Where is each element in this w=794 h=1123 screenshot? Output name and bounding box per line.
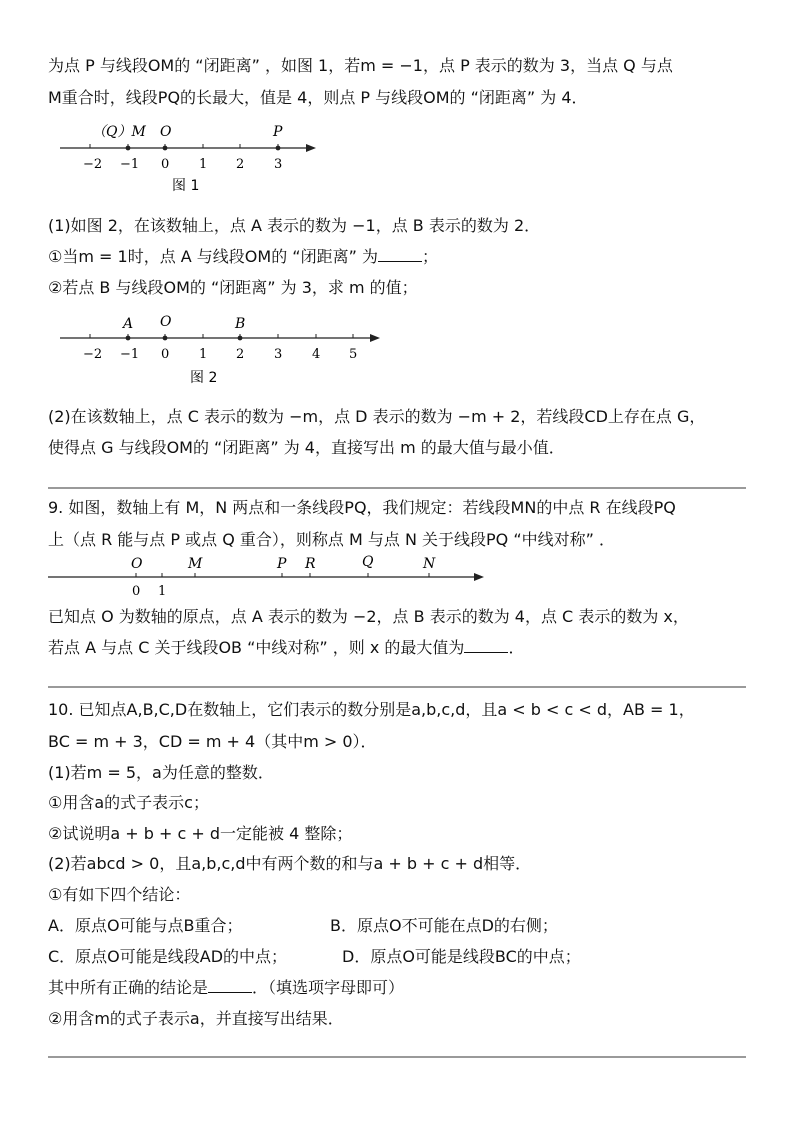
q8-part1: (1)如图 2，在该数轴上，点 A 表示的数为 −1，点 B 表示的数为 2． <box>48 216 541 235</box>
option-d: D．原点O可能是线段BC的中点； <box>342 947 581 966</box>
label-p: P <box>273 124 283 140</box>
figure-2-number-line <box>40 310 400 390</box>
tick-label: 1 <box>158 584 167 599</box>
section-divider <box>48 1056 746 1058</box>
figure-1-caption: 图 1 <box>172 178 200 194</box>
figure-1-number-line <box>40 118 340 198</box>
tick-label: 3 <box>274 157 283 172</box>
tick-label: 5 <box>349 347 358 362</box>
q9-line-4-end: ． <box>508 638 525 657</box>
q10-line-10 <box>48 978 404 998</box>
label-o: O <box>131 556 143 572</box>
tick-label: 0 <box>161 347 170 362</box>
q10-line-2: BC = m + 3，CD = m + 4（其中m > 0）． <box>48 732 377 751</box>
intro-line-1: 为点 P 与线段OM的 “闭距离” ，如图 1，若m = −1，点 P 表示的数为 3，当点 Q 与点 <box>48 56 673 75</box>
q8-part1a-text: ①当m = 1时，点 A 与线段OM的 “闭距离” 为 <box>48 247 378 266</box>
label-o: O <box>160 124 172 140</box>
section-divider <box>48 487 746 489</box>
q9-number-line <box>40 552 500 602</box>
tick-label: 3 <box>274 347 283 362</box>
option-b: B．原点O不可能在点D的右侧； <box>330 916 558 935</box>
q10-line-10-end: ．（填选项字母即可） <box>252 978 405 997</box>
label-a: A <box>123 316 134 332</box>
tick-label: 1 <box>199 157 208 172</box>
point-p <box>276 146 281 151</box>
q8-part2-line1: (2)在该数轴上，点 C 表示的数为 −m，点 D 表示的数为 −m + 2，若线段CD上存在点 G， <box>48 407 706 426</box>
q8-part1a <box>48 247 438 267</box>
q10-line-3: (1)若m = 5，a为任意的整数． <box>48 763 274 782</box>
q8-part1a-end: ； <box>421 247 438 266</box>
label-o: O <box>160 314 172 330</box>
answer-blank[interactable] <box>378 247 422 262</box>
tick-label: 1 <box>199 347 208 362</box>
figure-2-caption: 图 2 <box>190 370 218 386</box>
label-m: M <box>188 556 203 572</box>
tick-label: −2 <box>83 157 103 172</box>
label-q: Q <box>362 554 374 570</box>
q9-line-3: 已知点 O 为数轴的原点，点 A 表示的数为 −2，点 B 表示的数为 4，点 C 表示的数为 x， <box>48 607 689 626</box>
tick-label: 0 <box>132 584 141 599</box>
q10-line-4: ①用含a的式子表示c； <box>48 793 209 812</box>
option-c: C．原点O可能是线段AD的中点； <box>48 947 288 966</box>
tick-label: 4 <box>312 347 321 362</box>
tick-label: 0 <box>161 157 170 172</box>
tick-label: −1 <box>120 157 140 172</box>
tick-label: 2 <box>236 157 245 172</box>
q10-line-7: ①有如下四个结论： <box>48 885 191 904</box>
label-b: B <box>235 316 246 332</box>
label-p: P <box>277 556 287 572</box>
point-o <box>163 336 168 341</box>
point-o <box>163 146 168 151</box>
tick-label: −2 <box>83 347 103 362</box>
intro-line-2: M重合时，线段PQ的长最大，值是 4，则点 P 与线段OM的 “闭距离” 为 4． <box>48 88 588 107</box>
q10-line-10-text: 其中所有正确的结论是 <box>48 978 209 997</box>
q8-part1b: ②若点 B 与线段OM的 “闭距离” 为 3，求 m 的值； <box>48 278 418 297</box>
q8-part2-line2: 使得点 G 与线段OM的 “闭距离” 为 4，直接写出 m 的最大值与最小值． <box>48 438 565 457</box>
q9-line-2: 上（点 R 能与点 P 或点 Q 重合），则称点 M 与点 N 关于线段PQ “中线对称” ． <box>48 530 615 549</box>
answer-blank[interactable] <box>208 978 252 993</box>
point-m <box>126 146 131 151</box>
tick-label: 2 <box>236 347 245 362</box>
point-a <box>126 336 131 341</box>
option-a: A．原点O可能与点B重合； <box>48 916 243 935</box>
q9-line-1: 9. 如图，数轴上有 M，N 两点和一条线段PQ，我们规定：若线段MN的中点 R 在线段PQ <box>48 498 676 517</box>
label-r: R <box>305 556 316 572</box>
q10-line-6: (2)若abcd > 0，且a,b,c,d中有两个数的和与a + b + c + d相等． <box>48 854 532 873</box>
point-b <box>238 336 243 341</box>
answer-blank[interactable] <box>464 638 508 653</box>
tick-label: −1 <box>120 347 140 362</box>
q10-line-1: 10. 已知点A,B,C,D在数轴上，它们表示的数分别是a,b,c,d，且a < b < c < d，AB = 1， <box>48 700 695 719</box>
label-n: N <box>423 556 436 572</box>
q9-line-4 <box>48 638 524 658</box>
q10-line-5: ②试说明a + b + c + d一定能被 4 整除； <box>48 824 353 843</box>
q9-line-4-text: 若点 A 与点 C 关于线段OB “中线对称” ，则 x 的最大值为 <box>48 638 465 657</box>
section-divider <box>48 686 746 688</box>
q10-line-11: ②用含m的式子表示a，并直接写出结果． <box>48 1009 344 1028</box>
label-qm: （Q）M <box>92 124 146 140</box>
